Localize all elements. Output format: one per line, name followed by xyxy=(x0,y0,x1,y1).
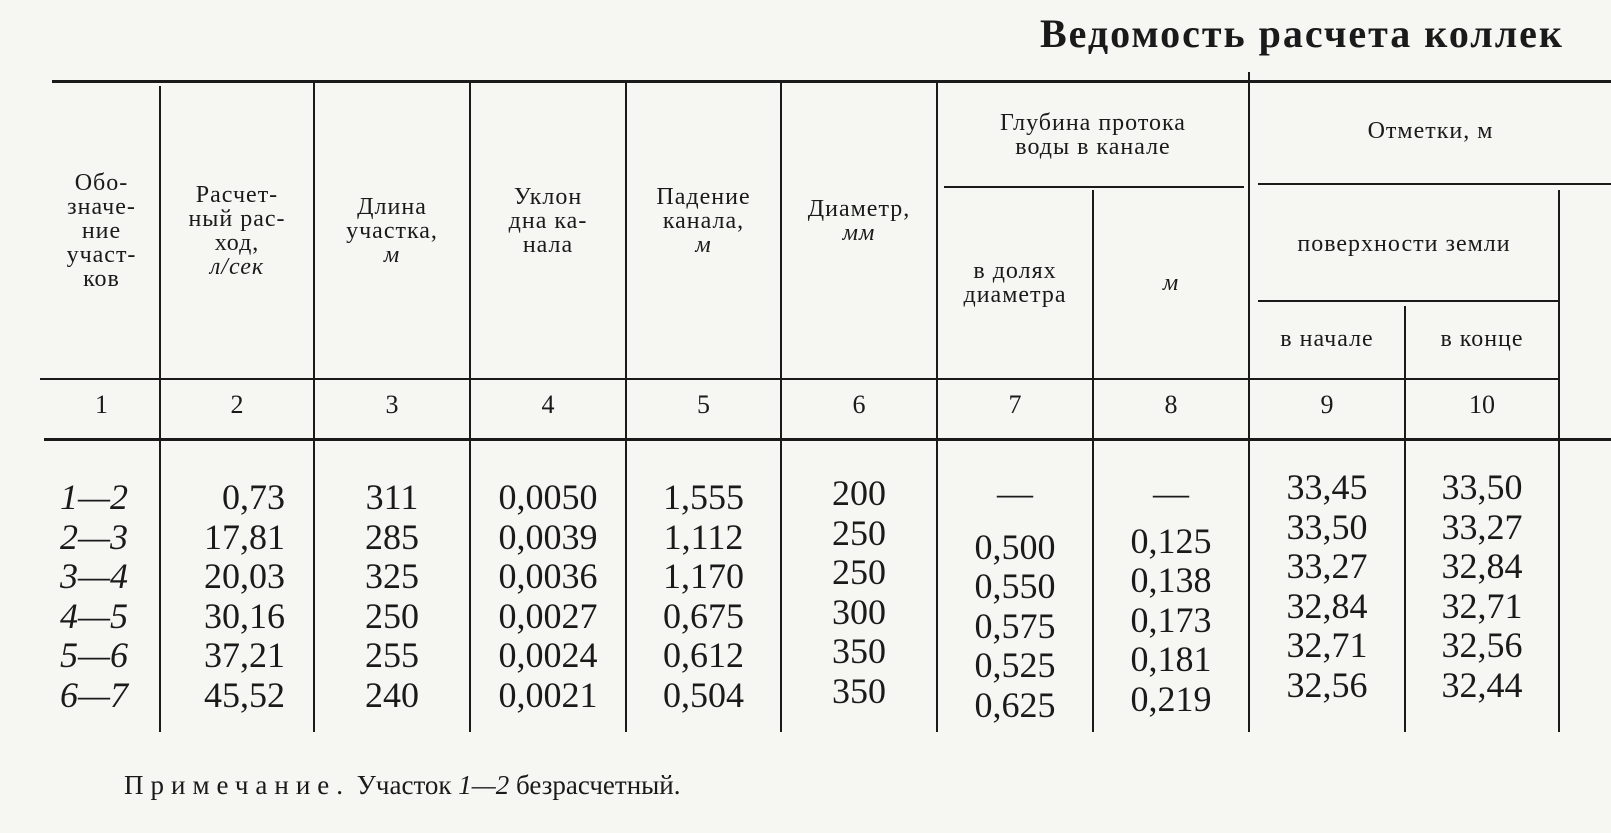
diameter-column xyxy=(782,474,936,711)
table-cell: 1,112 xyxy=(663,516,744,557)
table-cell: 0,125 xyxy=(1130,520,1212,561)
length-column xyxy=(315,478,469,715)
header-depth-fraction: в долях диаметра xyxy=(963,258,1067,308)
table-cell: 32,56 xyxy=(1441,625,1523,665)
column-number: 6 xyxy=(852,390,866,419)
table-cell: 325 xyxy=(365,556,419,596)
header-fall: Падение канала, м xyxy=(656,184,751,258)
ground-start-column xyxy=(1250,468,1404,705)
table-cell: 33,45 xyxy=(1286,467,1368,507)
marks-group-rule xyxy=(1258,183,1611,185)
table-cell: 200 xyxy=(832,473,886,513)
header-ground-end: в конце xyxy=(1440,326,1524,352)
table-cell: 32,84 xyxy=(1441,546,1523,586)
table-cell: 5—6 xyxy=(60,635,129,675)
table-cell: 0,504 xyxy=(663,674,744,715)
table-cell: 350 xyxy=(832,631,886,671)
segment-column xyxy=(60,478,159,715)
table-cell: 350 xyxy=(832,670,886,711)
table-cell: 0,575 xyxy=(974,605,1056,646)
table-cell: 0,500 xyxy=(974,526,1056,567)
table-cell: 4—5 xyxy=(60,595,129,636)
table-cell: 45,52 xyxy=(204,674,285,715)
table-cell: 6—7 xyxy=(60,674,129,715)
table-cell: 250 xyxy=(832,552,886,592)
depth-m-column xyxy=(1094,474,1248,719)
column-number: 2 xyxy=(230,390,244,419)
ground-end-column xyxy=(1406,468,1558,705)
header-bottom-rule xyxy=(44,438,1611,441)
colnum-top-rule xyxy=(40,378,1560,380)
col-divider xyxy=(1558,190,1560,732)
top-rule xyxy=(52,80,1611,83)
table-cell: 0,219 xyxy=(1130,678,1212,719)
table-cell: 0,73 xyxy=(222,477,285,517)
table-cell: 33,27 xyxy=(1286,546,1368,586)
table-cell: 0,525 xyxy=(974,645,1056,685)
table-cell: 0,550 xyxy=(974,566,1056,606)
table-cell: 0,625 xyxy=(974,684,1056,725)
table-cell: 3—4 xyxy=(60,556,129,596)
column-number: 9 xyxy=(1320,390,1334,419)
ground-rule xyxy=(1258,300,1558,302)
table-cell: 250 xyxy=(365,595,419,636)
table-cell: 240 xyxy=(365,674,419,715)
table-cell: 17,81 xyxy=(204,516,285,557)
header-flow: Расчет- ный рас- ход, л/сек xyxy=(188,182,286,280)
header-marks-group: Отметки, м xyxy=(1367,118,1494,144)
column-number: 7 xyxy=(1008,390,1022,419)
table-cell: 0,173 xyxy=(1130,599,1212,640)
footnote-text: Участок xyxy=(356,770,452,800)
depth-fraction-column xyxy=(938,474,1092,725)
table-cell: 285 xyxy=(365,516,419,557)
table-cell: 1—2 xyxy=(60,477,129,517)
column-number: 10 xyxy=(1469,390,1495,419)
column-number: 4 xyxy=(541,390,555,419)
table-cell: 250 xyxy=(832,512,886,553)
depth-group-rule xyxy=(944,186,1244,188)
footnote-text-end: безрасчетный. xyxy=(516,770,681,800)
header-depth-group: Глубина протока воды в канале xyxy=(1000,110,1186,160)
table-cell: 0,0050 xyxy=(498,477,598,517)
table-cell: — xyxy=(1153,473,1189,513)
table-cell: 0,0039 xyxy=(498,516,598,557)
flow-column xyxy=(161,478,285,715)
slope-column xyxy=(471,478,625,715)
table-cell: 0,138 xyxy=(1130,560,1212,600)
table-cell: — xyxy=(997,473,1033,513)
table-cell: 2—3 xyxy=(60,516,129,557)
table-cell: 32,44 xyxy=(1441,664,1523,705)
table-cell: 37,21 xyxy=(204,635,285,675)
footnote xyxy=(124,770,681,801)
table-cell: 20,03 xyxy=(204,556,285,596)
header-length: Длина участка, м xyxy=(346,194,438,268)
table-cell: 32,71 xyxy=(1441,585,1523,626)
header-depth-m: м xyxy=(1162,270,1180,296)
table-cell: 33,27 xyxy=(1441,506,1523,547)
column-number: 5 xyxy=(697,390,710,419)
table-cell: 32,84 xyxy=(1286,585,1368,626)
header-slope: Уклон дна ка- нала xyxy=(508,184,588,258)
table-cell: 0,612 xyxy=(663,635,744,675)
header-ground-start: в начале xyxy=(1280,326,1374,352)
footnote-label: Примечание. xyxy=(124,770,351,800)
table-cell: 255 xyxy=(365,635,419,675)
column-number: 1 xyxy=(95,390,108,419)
table-cell: 1,170 xyxy=(663,556,744,596)
header-diameter: Диаметр, мм xyxy=(807,196,911,246)
table-cell: 33,50 xyxy=(1441,467,1523,507)
table-cell: 1,555 xyxy=(663,477,744,517)
table-cell: 0,181 xyxy=(1130,639,1212,679)
header-segment: Обо- значе- ние участ- ков xyxy=(66,170,137,292)
table-cell: 32,71 xyxy=(1286,625,1368,665)
table-cell: 300 xyxy=(832,591,886,632)
table-cell: 0,675 xyxy=(663,595,744,636)
column-number: 8 xyxy=(1164,390,1178,419)
table-cell: 311 xyxy=(365,477,419,517)
header-ground-surface: поверхности земли xyxy=(1297,231,1511,257)
fall-column xyxy=(627,478,780,715)
table-cell: 32,56 xyxy=(1286,664,1368,705)
footnote-segment-ref: 1—2 xyxy=(458,770,510,800)
table-cell: 0,0021 xyxy=(498,674,598,715)
table-cell: 0,0036 xyxy=(498,556,598,596)
table-cell: 30,16 xyxy=(204,595,285,636)
column-number: 3 xyxy=(385,390,399,419)
table-cell: 0,0024 xyxy=(498,635,598,675)
table-cell: 0,0027 xyxy=(498,595,598,636)
table-title: Ведомость расчета коллек xyxy=(1040,11,1564,56)
table-cell: 33,50 xyxy=(1286,506,1368,547)
